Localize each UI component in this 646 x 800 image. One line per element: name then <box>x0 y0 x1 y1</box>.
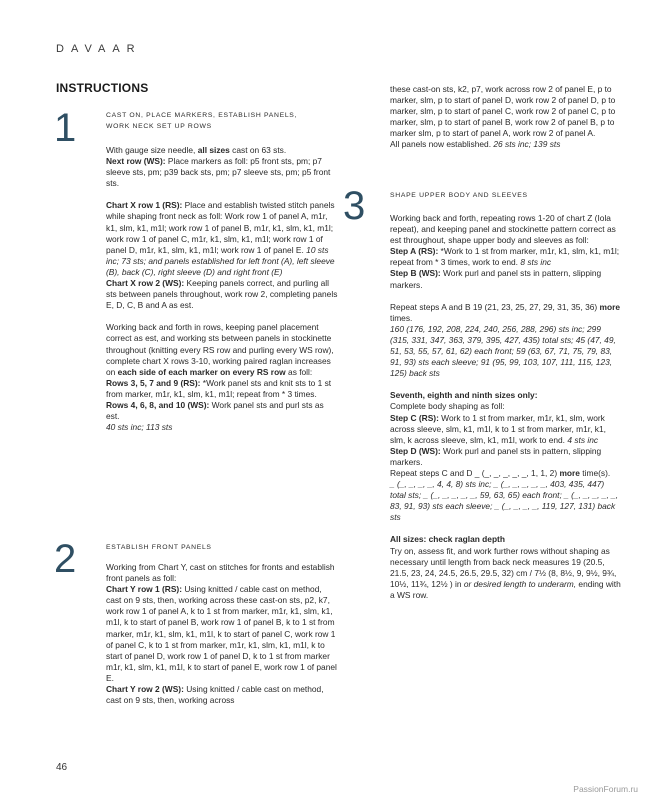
step-3-paragraph-sizes: Seventh, eighth and ninth sizes only: Complete body shaping as foll: Step C (RS): Work to 1 st from marker, m1r, k1, slm, work across sleeve, slm, k1, m1l, k to 1 st from marker, m1r, k1, slm, k across sleeve, slm, k1, m1l, work to end. 4 sts inc Step D (WS): Work purl and panel sts in pattern, slipping markers. Repeat steps C and D _ (_, _, _, _, _, 1, 1, 2) more time(s). _ (_, _, _, _, 4, 4, 8) sts inc; _ (_, _, _, _, _, 403, 435, 447) total sts; _ (_, _, _, _, _, 59, 63, 65) each front; _ (_, _, _, _, _, 83, 91, 93) sts each sleeve; _ (_, _, _, _, 119, 127, 131) back sts <box>390 390 619 523</box>
step-3-body <box>390 213 622 601</box>
instructions-heading: INSTRUCTIONS <box>56 81 149 95</box>
step-1-body <box>106 145 338 444</box>
step-2-number: 2 <box>54 537 77 581</box>
page-number: 46 <box>56 762 68 773</box>
step-1-paragraph-chart-x: Chart X row 1 (RS): Place and establish twisted stitch panels while shaping front neck as foll: Work row 1 of panel A, m1r, k1, slm, k1, m1l; work row 1 of panel B, m1r, k1, slm, k1, m1l; work row 1 of panel C, m1r, k1, slm, k1, m1l; work row 1 of panel D, m1r, k1, slm, k1, m1l; work row 1 of panel E. 10 sts inc; 73 sts; and panels established for left front (A), left sleeve (B), back (C), right sleeve (D) and right front (E) Chart X row 2 (WS): Keeping panels correct, and purling all sts between panels throughout, work row 2, completing panels E, D, C, B and A as est. <box>106 200 338 311</box>
watermark: PassionForum.ru <box>573 784 638 794</box>
step-2-continued-paragraph: these cast-on sts, k2, p7, work across row 2 of panel E, p to marker, slm, p to start of panel D, work row 2 of panel D, p to marker, slm, p to start of panel C, work row 2 of panel C, p to marker, slm, p to start of panel B, work row 2 of panel B, p to marker slm, p to start of panel A, work row 2 of panel A. All panels now established. 26 sts inc; 139 sts <box>390 84 616 150</box>
step-1-paragraph-raglan: Working back and forth in rows, keeping panel placement correct as est, and working sts between panels in stockinette throughout (knitting every RS row and purling every WS row), complete chart X rows 3-10, working paired raglan increases on each side of each marker on every RS row as foll: Rows 3, 5, 7 and 9 (RS): *Work panel sts and knit sts to 1 st from marker, m1r, k1, slm, k1, m1l; repeat from * 3 times. Rows 4, 6, 8, and 10 (WS): Work panel sts and purl sts as est. 40 sts inc; 113 sts <box>106 322 334 433</box>
book-header: DAVAAR <box>56 43 142 55</box>
step-2-title: ESTABLISH FRONT PANELS <box>106 544 212 551</box>
step-3-paragraph-repeat: Repeat steps A and B 19 (21, 23, 25, 27, 29, 31, 35, 36) more times. 160 (176, 192, 208, 224, 240, 256, 288, 296) sts inc; 299 (315, 331, 347, 363, 379, 395, 427, 435) total sts; 45 (47, 49, 51, 53, 55, 57, 61, 62) each front; 59 (63, 67, 71, 75, 79, 83, 91, 93) sts each sleeve; 91 (95, 99, 103, 107, 111, 115, 123, 125) back sts <box>390 301 621 379</box>
step-3-paragraph-steps-ab: Working back and forth, repeating rows 1-20 of chart Z (Iola repeat), and keeping panel and stockinette pattern correct as est throughout, shape upper body and sleeves as foll: Step A (RS): *Work to 1 st from marker, m1r, k1, slm, k1, m1l; repeat from * 3 times, work to end. 8 sts inc Step B (WS): Work purl and panel sts in pattern, slipping markers. <box>390 213 620 290</box>
step-3-title: SHAPE UPPER BODY AND SLEEVES <box>390 192 528 199</box>
step-2-body <box>106 562 338 706</box>
step-1-title: CAST ON, PLACE MARKERS, ESTABLISH PANELS, WORK NECK SET UP ROWS <box>106 112 298 131</box>
step-2-continuation <box>390 84 622 151</box>
step-3-number: 3 <box>343 184 366 228</box>
step-3-paragraph-raglan-depth: All sizes: check raglan depth Try on, assess fit, and work further rows without shaping as necessary until length from back neck measures 19 (20.5, 21.5, 23, 24, 24.5, 26.5, 29.5, 32) cm / 7½ (8, 8½, 9, 9½, 9¾, 10½, 11¾, 12½ ) in or desired length to underarm, ending with a WS row. <box>390 534 621 600</box>
step-2-paragraph: Working from Chart Y, cast on stitches for fronts and establish front panels as foll: Chart Y row 1 (RS): Using knitted / cable cast on method, cast on 9 sts, then, working across these cast-on sts, p2, k7, work row 1 of panel A, k to 1 st from marker, m1r, k1, slm, k1, m1l, k to start of panel B, work row 1 of panel B, k to 1 st from marker, m1r, k1, slm, k1, m1l, k to start of panel C, work row 1 of panel C, k to 1 st from marker, m1r, k1, slm, k1, m1l, k to start of panel D, work row 1 of panel D, k to 1 st from marker m1r, k1, slm, k1, m1l, k to start of panel E, work row 1 of panel E. Chart Y row 2 (WS): Using knitted / cable cast on method, cast on 9 sts, then, working across <box>106 562 337 706</box>
step-1-number: 1 <box>54 106 77 150</box>
step-1-paragraph-cast-on: With gauge size needle, all sizes cast on 63 sts. Next row (WS): Place markers as foll: p5 front sts, pm; p7 sleeve sts, pm; p39 back sts, pm; p7 sleeve sts, pm; p5 front sts. <box>106 145 331 189</box>
